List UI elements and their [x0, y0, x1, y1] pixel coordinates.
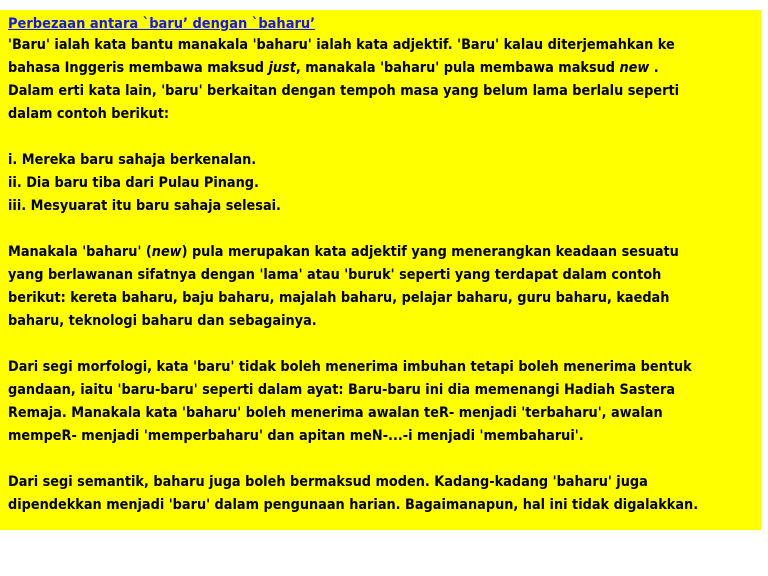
italic-word-just: just [268, 60, 296, 76]
paragraph-3-line: gandaan, iaitu 'baru-baru' seperti dalam ayat: Baru-baru ini dia memenangi Hadiah Sastera [8, 382, 676, 398]
paragraph-4-line: dipendekkan menjadi 'baru' dalam pengunaan harian. Bagaimanapun, hal ini tidak digalakkan. [8, 497, 699, 513]
paragraph-1-line-1: 'Baru' ialah kata bantu manakala 'baharu' ialah kata adjektif. 'Baru' kalau diterjemahkan ke [8, 37, 675, 53]
text-span: Manakala 'baharu' ( [8, 244, 152, 260]
example-item: iii. Mesyuarat itu baru sahaja selesai. [8, 198, 281, 214]
paragraph-2-line-2: yang berlawanan sifatnya dengan 'lama' atau 'buruk' seperti yang terdapat dalam contoh [8, 267, 662, 283]
slide-title: Perbezaan antara `baru’ dengan `baharu’ [8, 16, 316, 32]
text-span: . [649, 60, 659, 76]
slide-panel [0, 10, 761, 530]
italic-word-new: new [151, 244, 182, 260]
example-item: ii. Dia baru tiba dari Pulau Pinang. [8, 175, 259, 191]
example-item: i. Mereka baru sahaja berkenalan. [8, 152, 257, 168]
text-span: bahasa Inggeris membawa maksud [8, 60, 269, 76]
spacer [8, 126, 753, 149]
paragraph-2-line-3: berikut: kereta baharu, baju baharu, majalah baharu, pelajar baharu, guru baharu, kaedah [8, 290, 670, 306]
spacer [8, 448, 753, 471]
paragraph-4-line: Dari segi semantik, baharu juga boleh bermaksud moden. Kadang-kadang 'baharu' juga [8, 474, 648, 490]
paragraph-3-line: Dari segi morfologi, kata 'baru' tidak boleh menerima imbuhan tetapi boleh menerima bentuk [8, 359, 692, 375]
spacer [8, 218, 753, 241]
text-span: ) pula merupakan kata adjektif yang menerangkan keadaan sesuatu [181, 244, 679, 260]
italic-word-new: new [619, 60, 650, 76]
paragraph-2-line-4: baharu, teknologi baharu dan sebagainya. [8, 313, 317, 329]
paragraph-1-line-3: Dalam erti kata lain, 'baru' berkaitan dengan tempoh masa yang belum lama berlalu seperti [8, 83, 680, 99]
paragraph-2-line-1 [8, 241, 693, 264]
paragraph-3-line: mempeR- menjadi 'memperbaharu' dan apitan meN-...-i menjadi 'membaharui'. [8, 428, 584, 444]
spacer [8, 333, 753, 356]
paragraph-1-line-2 [8, 57, 693, 80]
text-span: , manakala 'baharu' pula membawa maksud [295, 60, 620, 76]
paragraph-1-line-4: dalam contoh berikut: [8, 106, 169, 122]
paragraph-3-line: Remaja. Manakala kata 'baharu' boleh menerima awalan teR- menjadi 'terbaharu', awalan [8, 405, 663, 421]
